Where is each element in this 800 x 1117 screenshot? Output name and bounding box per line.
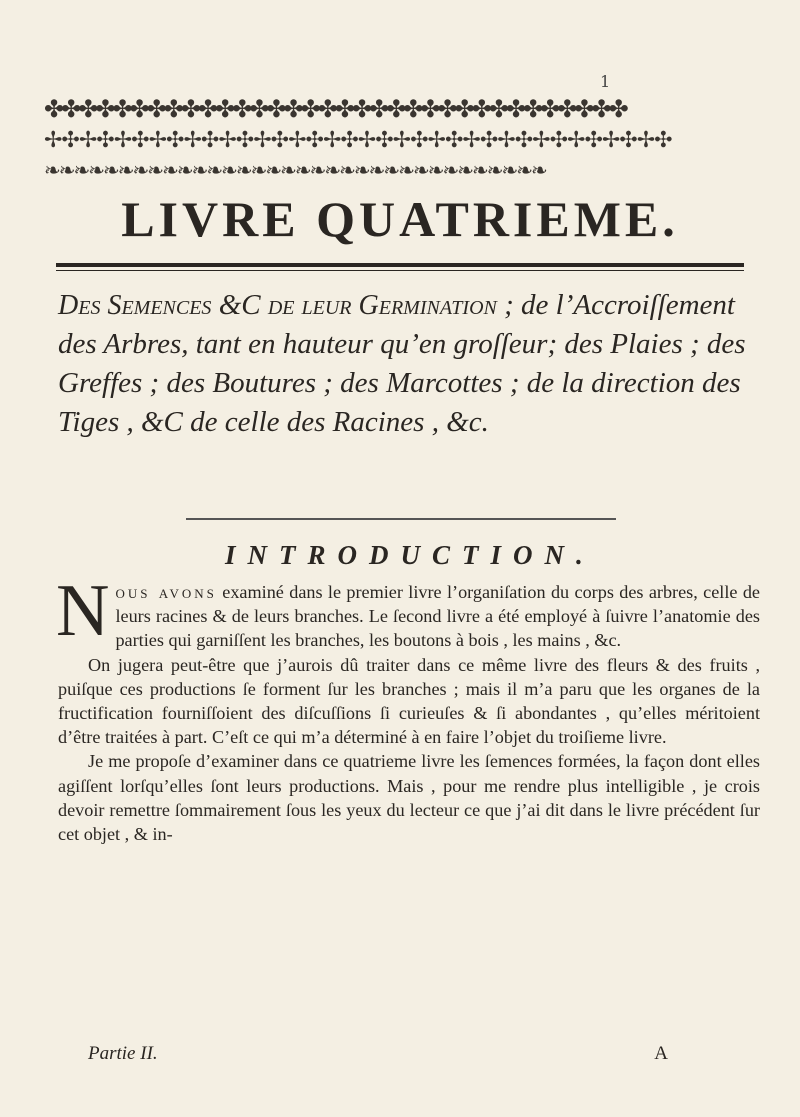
paragraph-1 [56,570,760,653]
section-rule [186,518,616,520]
body-text [56,570,760,846]
chapter-subtitle [58,286,758,442]
page-marker: 1 [600,72,611,91]
ornament-band-middle: ✢✣✢✣✢✣✢✣✢✣✢✣✢✣✢✣✢✣✢✣✢✣✢✣✢✣✢✣✢✣✢✣✢✣✢✣ [44,128,672,153]
signature-mark: A [654,1043,668,1064]
ornament-band-top: ✤✤✤✤✤✤✤✤✤✤✤✤✤✤✤✤✤✤✤✤✤✤✤✤✤✤✤✤✤✤✤✤✤✤ [44,95,626,123]
subtitle-rest-1: ; de l’Accroiſſement des Arbres, tant en hauteur qu’en groſſeur; des Plaies ; des Greffes ; des Boutures ; des Marcottes ; de la direction des Tiges , [58,289,746,438]
subtitle-semences: Des Semences [58,290,212,321]
subtitle-rest-2: de celle des Racines , &c. [182,406,489,438]
paragraph-2: On jugera peut-être que j’aurois dû traiter dans ce même livre des fleurs & des fruits , puiſque ces productions ſe forment ſur les branches ; mais il m’a paru que les organes de la fructification fourniſſoient des diſcuſſions ſi curieuſes & ſi abondantes , qu’elles méritoient d’être traitées à part. C’eſt ce qui m’a déterminé à en faire l’objet du troiſieme livre. [58,654,760,748]
paragraph-1-text: examiné dans le premier livre l’organiſation du corps des arbres, celle de leurs racines & de leurs branches. Le ſecond livre a été employé à ſuivre l’anatomie des parties qui garniſſent les branches, les boutons à bois , les mains , &c. [115,582,760,651]
ornament-band-bottom: ❧❧❧❧❧❧❧❧❧❧❧❧❧❧❧❧❧❧❧❧❧❧❧❧❧❧❧❧❧❧❧❧❧❧ [44,158,546,182]
subtitle-germination: de leur Germination [267,290,497,321]
subtitle-ampersand-1: &C [211,289,268,321]
title-rule-thick [56,263,744,267]
drop-cap: N [56,570,110,652]
lead-small-caps: ous avons [115,582,217,602]
introduction-heading: INTRODUCTION. [225,540,595,570]
chapter-title: LIVRE QUATRIEME. [121,191,679,247]
subtitle-ampersand-2: &C [141,406,183,438]
paragraph-3: Je me propoſe d’examiner dans ce quatrieme livre les ſemences formées, la façon dont elles agiſſent lorſqu’elles ſont leurs productions. Mais , pour me rendre plus intelligible , je crois devoir remettre ſommairement ſous les yeux du lecteur ce que j’ai dit dans le livre précédent ſur cet objet , & in- [58,751,760,845]
part-label: Partie II. [88,1043,158,1064]
title-rule-thin [56,270,744,271]
page-footer [88,1043,668,1065]
